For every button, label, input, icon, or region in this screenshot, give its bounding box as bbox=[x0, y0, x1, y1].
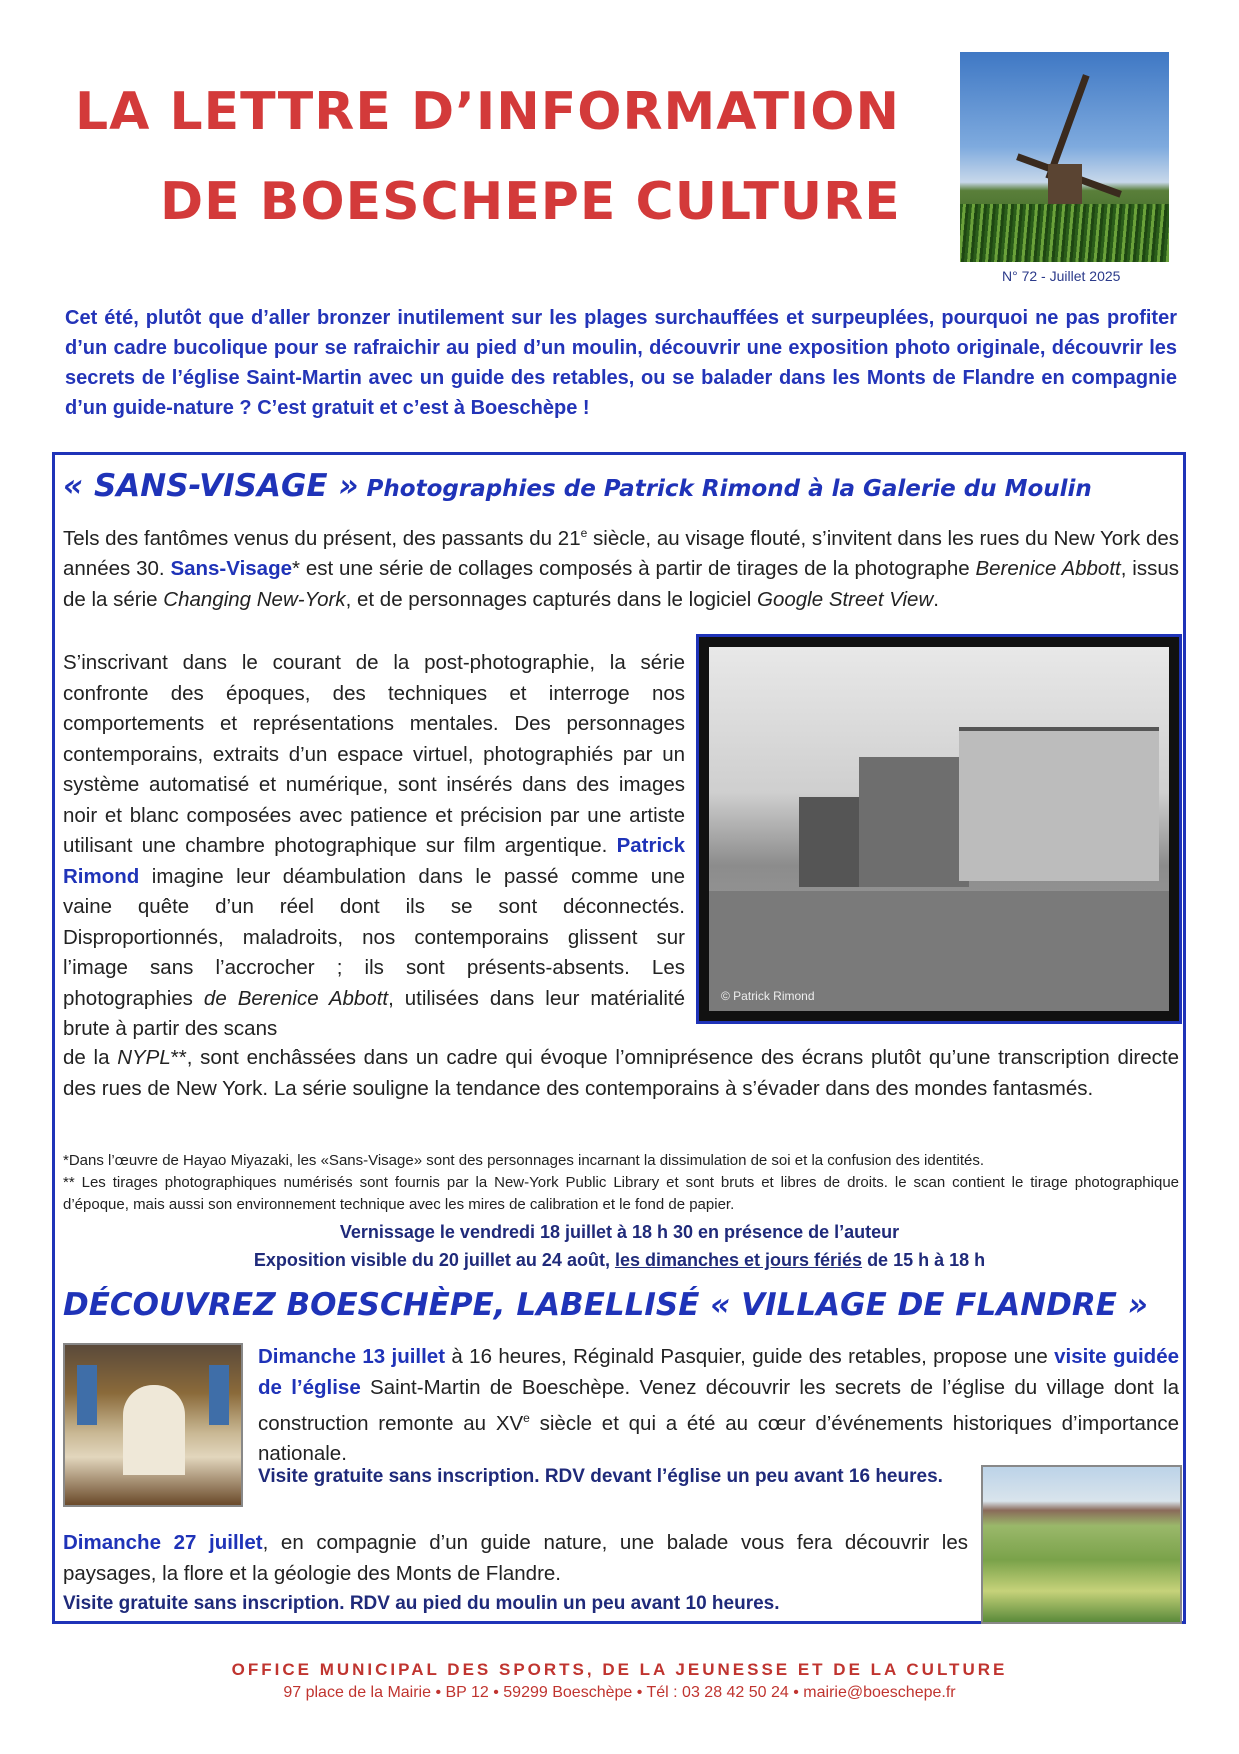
sans-visage-subtitle: Photographies de Patrick Rimond à la Galerie du Moulin bbox=[358, 476, 1092, 502]
exposition-line: Exposition visible du 20 juillet au 24 août, les dimanches et jours fériés de 15 h à 18 h bbox=[253, 1250, 986, 1270]
event-2-note: Visite gratuite sans inscription. RDV au pied du moulin un peu avant 10 heures. bbox=[63, 1593, 780, 1614]
decouvrez-heading: DÉCOUVREZ BOESCHÈPE, LABELLISÉ « VILLAGE DE FLANDRE » bbox=[63, 1287, 1148, 1323]
intro-paragraph: Cet été, plutôt que d’aller bronzer inutilement sur les plages surchauffées et surpeuplées, pourquoi ne pas profiter d’un cadre bucolique pour se rafraichir au pied d’un moulin, découvrir une exposition photo originale, découvrir les secrets de l’église Saint-Martin avec un guide des retables, ou se balader dans les Monts de Flandre en compagnie d’un guide-nature ? C’est gratuit et c’est à Boeschèpe ! bbox=[65, 307, 1177, 419]
windmill-image bbox=[960, 52, 1169, 262]
sans-visage-heading bbox=[63, 468, 1092, 504]
footnotes bbox=[63, 1150, 1179, 1216]
title-line-1: LA LETTRE D’INFORMATION bbox=[75, 82, 900, 142]
photo-credit: © Patrick Rimond bbox=[721, 989, 815, 1003]
landscape-image bbox=[981, 1465, 1182, 1624]
footnote-2: ** Les tirages photographiques numérisés sont fournis par la New-York Public Library et sont bruts et libres de droits. le scan contient le tirage photographique d’époque, mais aussi son environnement technique avec les mires de calibration et le fond de papier. bbox=[63, 1174, 1179, 1213]
footer-organization: OFFICE MUNICIPAL DES SPORTS, DE LA JEUNESSE ET DE LA CULTURE bbox=[231, 1660, 1008, 1679]
sans-visage-paragraph-3: de la NYPL**, sont enchâssées dans un cadre qui évoque l’omniprésence des écrans plutôt qu’une transcription directe des rues de New York. La série souligne la tendance des contemporains à s’évader dans des mondes fantasmés. bbox=[63, 1046, 1180, 1100]
event-2-text: Dimanche 27 juillet, en compagnie d’un guide nature, une balade vous fera découvrir les paysages, la flore et la géologie des Monts de Flandre. bbox=[63, 1531, 969, 1585]
footer-address: 97 place de la Mairie • BP 12 • 59299 Boeschèpe • Tél : 03 28 42 50 24 • mairie@boeschepe.fr bbox=[283, 1684, 956, 1701]
issue-number: N° 72 - Juillet 2025 bbox=[1002, 268, 1121, 284]
church-interior-image bbox=[63, 1343, 243, 1507]
sans-visage-photo bbox=[696, 634, 1182, 1024]
footnote-1: *Dans l’œuvre de Hayao Miyazaki, les «Sans-Visage» sont des personnages incarnant la dissimulation de soi et la confusion des identités. bbox=[63, 1152, 985, 1169]
sans-visage-title: « SANS-VISAGE » bbox=[63, 468, 359, 504]
title-line-2: DE BOESCHEPE CULTURE bbox=[160, 172, 901, 232]
vernissage-line: Vernissage le vendredi 18 juillet à 18 h 30 en présence de l’auteur bbox=[339, 1222, 900, 1242]
event-1-text: Dimanche 13 juillet à 16 heures, Réginald Pasquier, guide des retables, propose une visite guidée de l’église Saint-Martin de Boeschèpe. Venez découvrir les secrets de l’église du village dont la construction remonte au XVe siècle et qui a été au cœur d’événements historiques d’importance nationale. bbox=[258, 1345, 1180, 1466]
sans-visage-paragraph-2: S’inscrivant dans le courant de la post-photographie, la série confronte des époques, des techniques et interroge nos comportements et représentations mentales. Des personnages contemporains, extraits d’un espace virtuel, photographiés par un système automatisé et numérique, sont insérés dans des images noir et blanc composées avec patience et précision par une artiste utilisant une chambre photographique sur film argentique. Patrick Rimond imagine leur déambulation dans le passé comme une vaine quête d’un réel dont ils se sont déconnectés. Disproportionnés, maladroits, nos contemporains glissent sur l’image sans l’accrocher ; ils sont présents-absents. Les photographies de Berenice Abbott, utilisées dans leur matérialité brute à partir des scans bbox=[63, 651, 685, 1040]
event-1-note: Visite gratuite sans inscription. RDV devant l’église un peu avant 16 heures. bbox=[258, 1466, 943, 1487]
sans-visage-paragraph-1: Tels des fantômes venus du présent, des passants du 21e siècle, au visage flouté, s’invitent dans les rues du New York des années 30. Sans-Visage* est une série de collages composés à partir de tirages de la photographe Berenice Abbott, issus de la série Changing New-York, et de personnages capturés dans le logiciel Google Street View. bbox=[63, 526, 1180, 611]
